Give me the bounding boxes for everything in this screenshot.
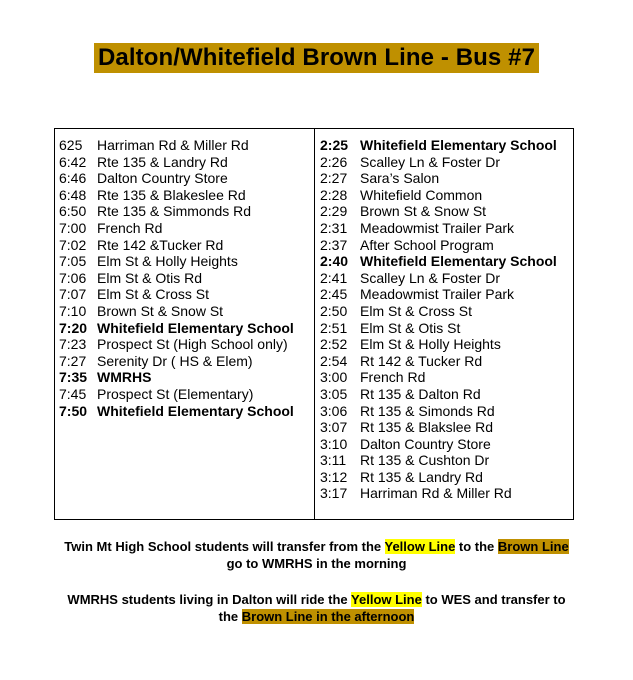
stop-name: Sara’s Salon: [360, 170, 440, 187]
stop-time: 7:50: [59, 402, 88, 419]
stop-name: Rte 135 & Landry Rd: [97, 153, 228, 170]
schedule-stop: [59, 286, 314, 303]
schedule-stop: [320, 170, 573, 187]
stop-time: 2:29: [320, 203, 348, 220]
stop-name: Scalley Ln & Foster Dr: [360, 269, 501, 286]
schedule-stop: [320, 452, 573, 469]
stop-name: Elm St & Otis St: [360, 319, 461, 336]
transfer-note-morning: [0, 538, 633, 572]
stop-name: Rt 142 & Tucker Rd: [360, 352, 483, 369]
note1-text-2: to the: [455, 539, 498, 554]
stop-time: 7:10: [59, 302, 87, 319]
note1-brown-line: Brown Line: [497, 539, 569, 554]
note1-yellow-line: Yellow Line: [384, 539, 456, 554]
stop-name: Whitefield Elementary School: [360, 137, 557, 153]
stop-name: Rt 135 & Blakslee Rd: [360, 419, 494, 436]
schedule-stop: [320, 286, 573, 303]
note2-yellow-line: Yellow Line: [351, 592, 422, 607]
stop-name: Rt 135 & Dalton Rd: [360, 385, 481, 402]
schedule-stop: [320, 154, 573, 171]
stop-time: 2:27: [320, 170, 348, 187]
stop-name: Whitefield Elementary School: [360, 253, 557, 270]
schedule-stop: [59, 203, 314, 220]
stop-time: 3:06: [320, 402, 348, 419]
note2-text-2: to WES and transfer to: [421, 592, 566, 607]
stop-time: 2:37: [320, 236, 348, 253]
stop-name: Rt 135 & Cushton Dr: [360, 452, 490, 469]
stop-time: 2:28: [320, 186, 348, 203]
schedule-stop: [320, 436, 573, 453]
schedule-stop: [320, 137, 573, 154]
schedule-stop: [320, 369, 573, 386]
stop-name: Serenity Dr ( HS & Elem): [97, 352, 253, 369]
stop-time: 625: [59, 137, 83, 153]
schedule-stop: [59, 220, 314, 237]
stop-name: Rte 135 & Simmonds Rd: [97, 203, 252, 220]
note1-text-1: Twin Mt High School students will transfer from the: [64, 539, 385, 554]
schedule-stop: [320, 419, 573, 436]
stop-time: 7:35: [59, 369, 88, 386]
schedule-stop: [320, 485, 573, 502]
stop-name: After School Program: [360, 236, 494, 253]
schedule-stop: [320, 320, 573, 337]
schedule-table: [54, 128, 574, 520]
stop-time: 3:10: [320, 435, 348, 452]
stop-time: 2:41: [320, 269, 348, 286]
stop-time: 2:50: [320, 302, 348, 319]
stop-time: 6:50: [59, 203, 87, 220]
stop-time: 2:25: [320, 137, 349, 153]
afternoon-column: [315, 129, 573, 519]
schedule-stop: [59, 403, 314, 420]
stop-time: 2:54: [320, 352, 348, 369]
stop-name: French Rd: [360, 369, 426, 386]
schedule-stop: [320, 220, 573, 237]
stop-time: 2:45: [320, 286, 348, 303]
note1-text-3: go to WMRHS in the morning: [226, 556, 407, 571]
schedule-stop: [320, 469, 573, 486]
schedule-stop: [59, 386, 314, 403]
note2-brown-line: Brown Line in the afternoon: [241, 609, 415, 624]
stop-name: Meadowmist Trailer Park: [360, 286, 515, 303]
stop-name: Elm St & Cross St: [97, 286, 210, 303]
stop-name: Dalton Country Store: [360, 435, 491, 452]
schedule-stop: [59, 270, 314, 287]
stop-name: Elm St & Otis Rd: [97, 269, 203, 286]
schedule-stop: [59, 154, 314, 171]
morning-column: [55, 129, 315, 519]
stop-time: 3:12: [320, 468, 348, 485]
stop-time: 7:05: [59, 253, 87, 270]
schedule-stop: [320, 403, 573, 420]
stop-name: Elm St & Holly Heights: [360, 336, 501, 353]
note2-text-1: WMRHS students living in Dalton will ride the: [67, 592, 352, 607]
schedule-stop: [59, 137, 314, 154]
stop-name: Rte 135 & Blakeslee Rd: [97, 186, 246, 203]
stop-name: Harriman Rd & Miller Rd: [360, 485, 512, 502]
stop-time: 6:42: [59, 153, 87, 170]
stop-time: 2:52: [320, 336, 348, 353]
stop-name: Whitefield Elementary School: [97, 319, 294, 336]
stop-name: French Rd: [97, 219, 163, 236]
schedule-stop: [320, 353, 573, 370]
schedule-stop: [320, 270, 573, 287]
page-title: Dalton/Whitefield Brown Line - Bus #7: [94, 43, 539, 73]
stop-time: 7:23: [59, 336, 87, 353]
stop-time: 7:00: [59, 219, 87, 236]
schedule-stop: [59, 237, 314, 254]
stop-name: Prospect St (High School only): [97, 336, 288, 353]
schedule-stop: [320, 203, 573, 220]
stop-name: Brown St & Snow St: [97, 302, 224, 319]
stop-time: 7:06: [59, 269, 87, 286]
stop-time: 7:45: [59, 385, 87, 402]
stop-time: 3:11: [320, 452, 347, 469]
stop-name: Elm St & Holly Heights: [97, 253, 238, 270]
stop-name: Rte 142 &Tucker Rd: [97, 236, 224, 253]
stop-time: 7:27: [59, 352, 87, 369]
stop-time: 6:48: [59, 186, 87, 203]
schedule-stop: [320, 303, 573, 320]
stop-name: Elm St & Cross St: [360, 302, 473, 319]
stop-time: 2:51: [320, 319, 348, 336]
title-bar: [0, 43, 633, 73]
schedule-stop: [59, 320, 314, 337]
stop-name: Meadowmist Trailer Park: [360, 219, 515, 236]
stop-time: 2:31: [320, 219, 348, 236]
stop-time: 2:26: [320, 153, 348, 170]
schedule-stop: [59, 369, 314, 386]
schedule-stop: [320, 187, 573, 204]
stop-time: 2:40: [320, 253, 349, 270]
schedule-stop: [59, 170, 314, 187]
stop-time: 3:07: [320, 419, 348, 436]
schedule-stop: [59, 253, 314, 270]
schedule-stop: [59, 187, 314, 204]
stop-time: 3:17: [320, 485, 348, 502]
schedule-stop: [320, 253, 573, 270]
schedule-stop: [59, 336, 314, 353]
stop-time: 7:07: [59, 286, 87, 303]
stop-name: Prospect St (Elementary): [97, 385, 254, 402]
schedule-stop: [59, 353, 314, 370]
stop-name: Whitefield Common: [360, 186, 483, 203]
stop-name: Harriman Rd & Miller Rd: [97, 137, 249, 153]
stop-time: 3:00: [320, 369, 348, 386]
transfer-note-afternoon: [0, 591, 633, 625]
stop-time: 3:05: [320, 385, 348, 402]
stop-name: Scalley Ln & Foster Dr: [360, 153, 501, 170]
schedule-stop: [59, 303, 314, 320]
stop-time: 7:20: [59, 319, 88, 336]
stop-name: Rt 135 & Landry Rd: [360, 468, 483, 485]
note2-text-3: the: [218, 609, 242, 624]
schedule-stop: [320, 237, 573, 254]
schedule-stop: [320, 386, 573, 403]
stop-name: WMRHS: [97, 369, 152, 386]
stop-name: Brown St & Snow St: [360, 203, 487, 220]
stop-name: Whitefield Elementary School: [97, 402, 294, 419]
schedule-stop: [320, 336, 573, 353]
stop-name: Dalton Country Store: [97, 170, 228, 187]
stop-name: Rt 135 & Simonds Rd: [360, 402, 495, 419]
stop-time: 6:46: [59, 170, 87, 187]
stop-time: 7:02: [59, 236, 87, 253]
